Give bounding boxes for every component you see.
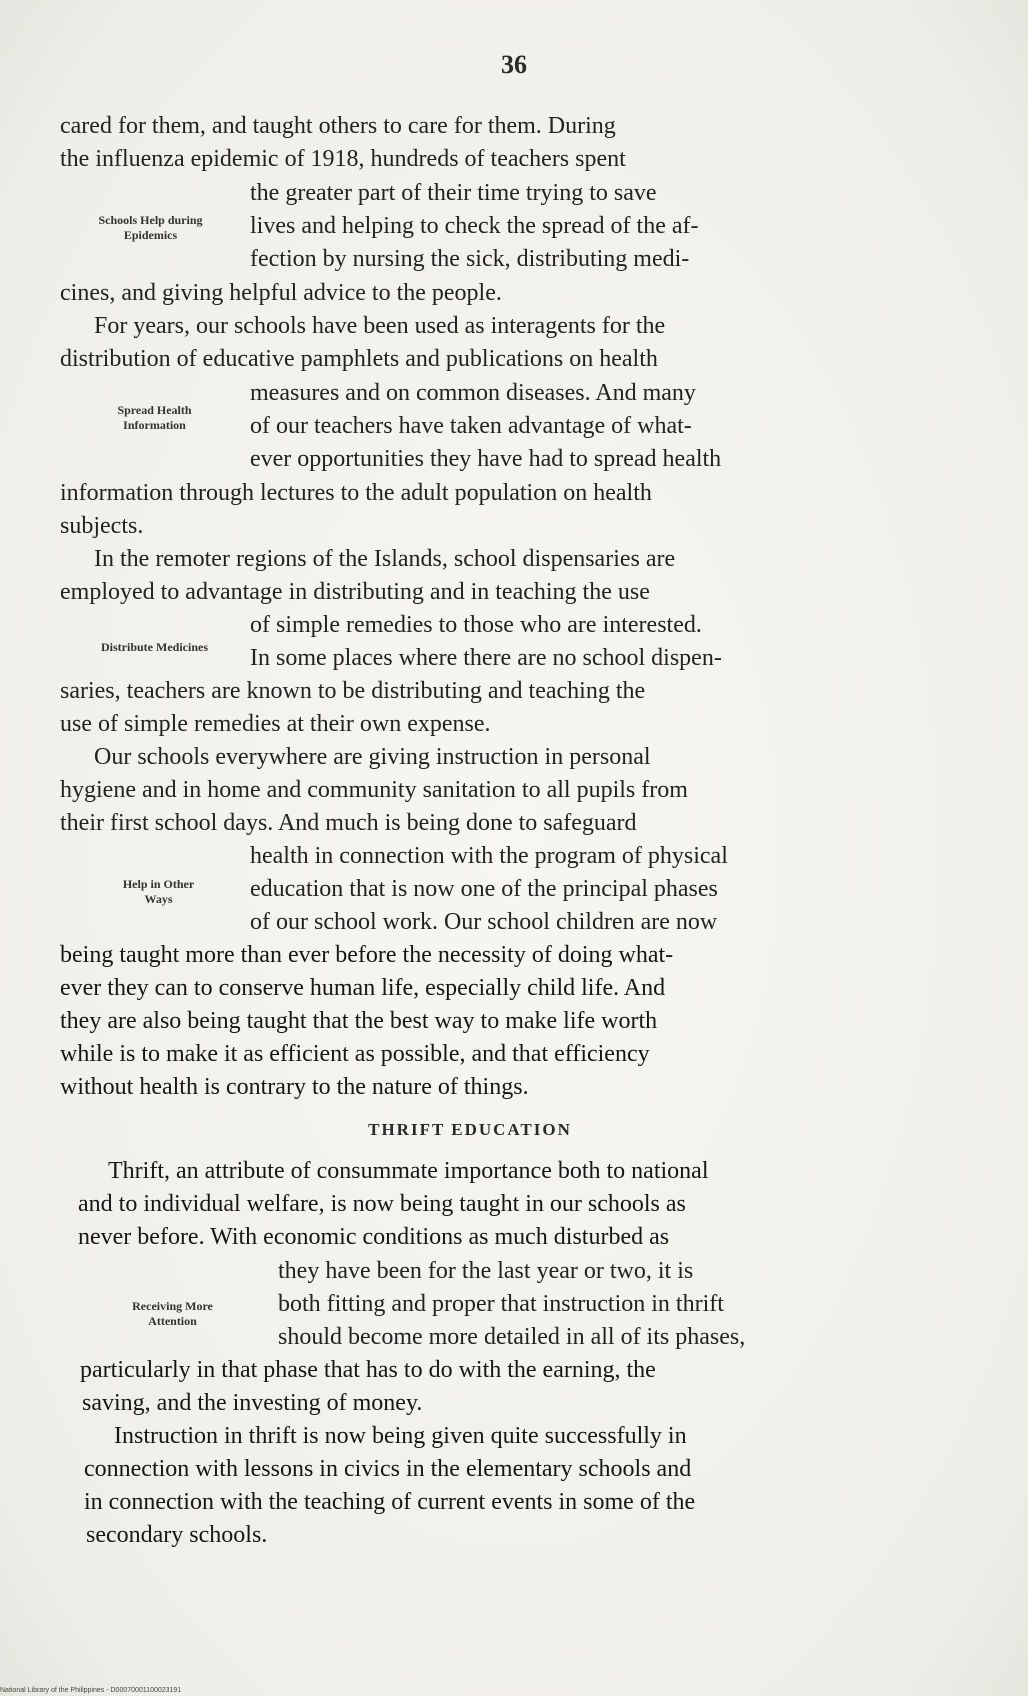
text-line: the influenza epidemic of 1918, hundreds of teachers spent (60, 146, 626, 172)
text-line: of our teachers have taken advantage of what- (250, 413, 692, 439)
side-note-spread-health (62, 403, 247, 433)
text-line: ever opportunities they have had to spread health (250, 446, 722, 472)
footer-credit: National Library of the Philippines - D00070001100023191 (0, 1687, 182, 1694)
text-line: health in connection with the program of physical (250, 843, 728, 869)
side-note-line: Spread Health (117, 403, 192, 417)
text-line: In the remoter regions of the Islands, school dispensaries are (94, 546, 676, 572)
text-line: they have been for the last year or two, it is (278, 1258, 694, 1284)
page-number: 36 (501, 50, 527, 79)
text-line: never before. With economic conditions as much disturbed as (78, 1224, 670, 1250)
text-line: distribution of educative pamphlets and publications on health (60, 346, 658, 372)
side-note-epidemics (58, 213, 243, 243)
text-line: while is to make it as efficient as possible, and that efficiency (60, 1041, 650, 1067)
text-line: hygiene and in home and community sanitation to all pupils from (60, 777, 688, 803)
text-line: information through lectures to the adult population on health (60, 480, 652, 506)
side-note-line: Ways (144, 892, 173, 906)
text-line: Thrift, an attribute of consummate importance both to national (108, 1158, 709, 1184)
text-line: measures and on common diseases. And many (250, 380, 696, 406)
text-line: education that is now one of the principal phases (250, 876, 718, 902)
text-line: connection with lessons in civics in the elementary schools and (84, 1456, 692, 1482)
text-line: particularly in that phase that has to do with the earning, the (80, 1357, 656, 1383)
text-line: cared for them, and taught others to care for them. During (60, 113, 616, 139)
text-line: should become more detailed in all of its phases, (278, 1324, 746, 1350)
side-note-help-other-ways (66, 877, 251, 907)
text-line: fection by nursing the sick, distributing medi- (250, 246, 690, 272)
text-line: use of simple remedies at their own expense. (60, 711, 491, 737)
text-line: they are also being taught that the best way to make life worth (60, 1008, 658, 1034)
text-line: In some places where there are no school dispen- (250, 645, 722, 671)
side-note-line: Schools Help during (98, 213, 203, 227)
text-line: saries, teachers are known to be distributing and teaching the (60, 678, 646, 704)
text-line: without health is contrary to the nature of things. (60, 1074, 529, 1100)
text-line: secondary schools. (86, 1522, 268, 1548)
text-line: employed to advantage in distributing and in teaching the use (60, 579, 650, 605)
side-note-line: Help in Other (122, 877, 195, 891)
text-line: of simple remedies to those who are interested. (250, 612, 702, 638)
side-note-line: Distribute Medicines (101, 640, 208, 654)
text-line: lives and helping to check the spread of the af- (250, 213, 699, 239)
text-line: cines, and giving helpful advice to the people. (60, 280, 502, 306)
text-line: of our school work. Our school children are now (250, 909, 718, 935)
text-line: both fitting and proper that instruction in thrift (278, 1291, 724, 1317)
text-line: Instruction in thrift is now being given quite successfully in (114, 1423, 687, 1449)
side-note-line: Receiving More (132, 1299, 213, 1313)
section-heading: THRIFT EDUCATION (368, 1120, 572, 1139)
side-note-distribute-medicines (62, 640, 247, 655)
text-line: For years, our schools have been used as interagents for the (94, 313, 666, 339)
text-line: their first school days. And much is being done to safeguard (60, 810, 637, 836)
text-line: being taught more than ever before the necessity of doing what- (60, 942, 674, 968)
text-line: Our schools everywhere are giving instruction in personal (94, 744, 651, 770)
text-line: subjects. (60, 513, 144, 539)
text-line: and to individual welfare, is now being taught in our schools as (78, 1191, 686, 1217)
side-note-receiving-attention (80, 1299, 265, 1329)
text-line: the greater part of their time trying to save (250, 180, 657, 206)
text-line: ever they can to conserve human life, especially child life. And (60, 975, 666, 1001)
side-note-line: Epidemics (123, 228, 178, 242)
text-line: in connection with the teaching of current events in some of the (84, 1489, 696, 1515)
side-note-line: Information (123, 418, 186, 432)
side-note-line: Attention (148, 1314, 197, 1328)
text-line: saving, and the investing of money. (82, 1390, 423, 1416)
